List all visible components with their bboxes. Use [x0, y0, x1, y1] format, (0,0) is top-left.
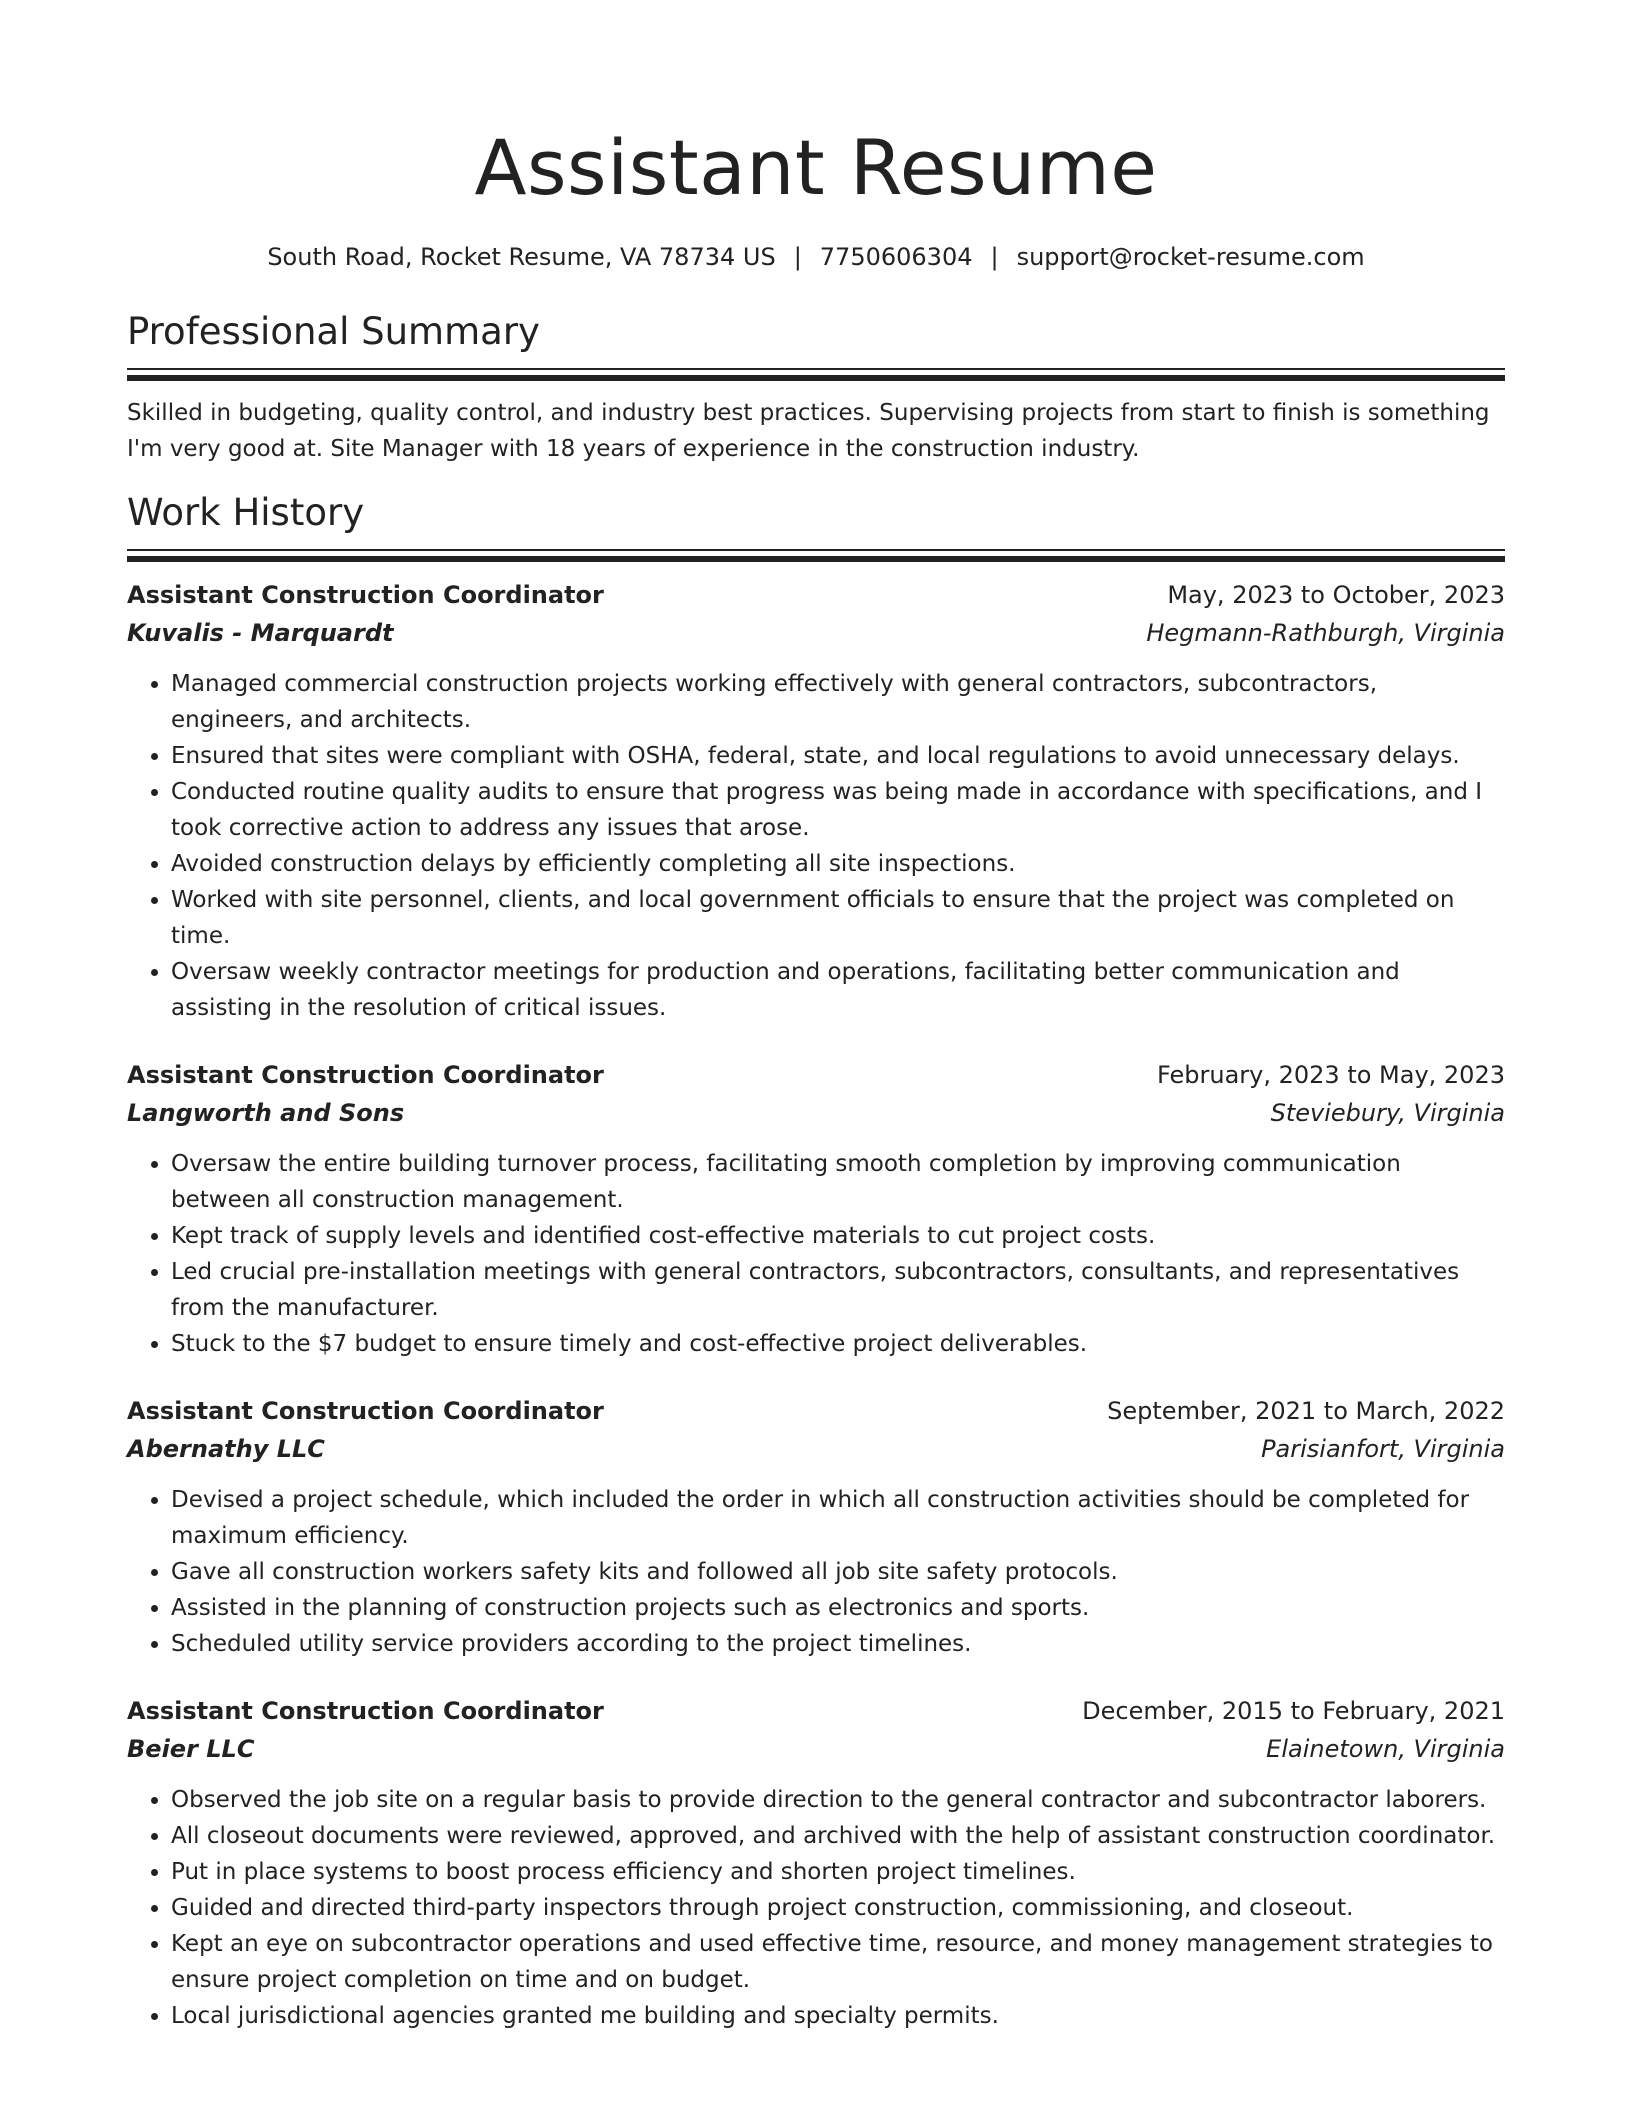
job-bullet: • Oversaw weekly contractor meetings for production and operations, facilitating better communication and assisting in the resolution of critical issues. [171, 954, 1505, 1026]
job-bullet-list [127, 666, 1505, 1026]
job-list [127, 576, 1505, 2034]
job-bullet: • Devised a project schedule, which included the order in which all construction activities should be completed for maximum efficiency. [171, 1482, 1505, 1554]
job-bullet: • All closeout documents were reviewed, approved, and archived with the help of assistant construction coordinator. [171, 1818, 1505, 1854]
contact-line [127, 240, 1505, 274]
section-divider-thick [127, 556, 1505, 562]
section-divider-thick [127, 375, 1505, 381]
job-bullet: • Scheduled utility service providers according to the project timelines. [171, 1626, 1505, 1662]
job-bullet: • Observed the job site on a regular basis to provide direction to the general contractor and subcontractor laborers. [171, 1782, 1505, 1818]
job-dates: September, 2021 to March, 2022 [1107, 1397, 1505, 1425]
summary-text: Skilled in budgeting, quality control, and industry best practices. Supervising projects from start to finish is something I'm very good at. Site Manager with 18 years of experience in the construction industry. [127, 400, 1490, 462]
job-header-row [127, 1056, 1505, 1094]
job-bullet: • Guided and directed third-party inspectors through project construction, commissioning, and closeout. [171, 1890, 1505, 1926]
contact-phone: 7750606304 [819, 243, 973, 271]
job-location: Parisianfort, Virginia [1261, 1435, 1505, 1463]
section-divider-thin [127, 549, 1505, 551]
job-header-row [127, 1392, 1505, 1430]
job-company: Abernathy LLC [127, 1435, 325, 1463]
job-company: Kuvalis - Marquardt [127, 619, 394, 647]
job-subheader-row [127, 1730, 1505, 1768]
contact-address: South Road, Rocket Resume, VA 78734 US [267, 243, 776, 271]
job-subheader-row [127, 614, 1505, 652]
job-bullet: • Avoided construction delays by efficiently completing all site inspections. [171, 846, 1505, 882]
professional-summary-section [127, 308, 1505, 467]
job-bullet: • Put in place systems to boost process efficiency and shorten project timelines. [171, 1854, 1505, 1890]
job-dates: May, 2023 to October, 2023 [1167, 581, 1505, 609]
job-bullet-list [127, 1782, 1505, 2034]
job-dates: February, 2023 to May, 2023 [1157, 1061, 1505, 1089]
job-bullet: • Worked with site personnel, clients, and local government officials to ensure that the project was completed on time. [171, 882, 1505, 954]
job-entry [127, 576, 1505, 1026]
job-header-row [127, 576, 1505, 614]
job-subheader-row [127, 1094, 1505, 1132]
job-entry [127, 1056, 1505, 1362]
job-bullet-list [127, 1146, 1505, 1362]
section-heading: Professional Summary [127, 310, 540, 353]
job-company: Langworth and Sons [127, 1099, 405, 1127]
job-bullet: • Stuck to the $7 budget to ensure timely and cost-effective project deliverables. [171, 1326, 1505, 1362]
job-location: Hegmann-Rathburgh, Virginia [1146, 619, 1505, 647]
job-entry [127, 1692, 1505, 2034]
job-bullet: • Ensured that sites were compliant with OSHA, federal, state, and local regulations to avoid unnecessary delays. [171, 738, 1505, 774]
job-title: Assistant Construction Coordinator [127, 1697, 604, 1725]
job-bullet: • Local jurisdictional agencies granted me building and specialty permits. [171, 1998, 1505, 2034]
job-bullet: • Gave all construction workers safety kits and followed all job site safety protocols. [171, 1554, 1505, 1590]
job-location: Steviebury, Virginia [1270, 1099, 1505, 1127]
job-header-row [127, 1692, 1505, 1730]
job-title: Assistant Construction Coordinator [127, 1061, 604, 1089]
job-dates: December, 2015 to February, 2021 [1082, 1697, 1505, 1725]
contact-separator: | [990, 243, 999, 271]
section-divider-thin [127, 368, 1505, 370]
job-bullet: • Conducted routine quality audits to ensure that progress was being made in accordance with specifications, and I took corrective action to address any issues that arose. [171, 774, 1505, 846]
job-bullet: • Kept track of supply levels and identified cost-effective materials to cut project costs. [171, 1218, 1505, 1254]
contact-email: support@rocket-resume.com [1016, 243, 1365, 271]
section-heading: Work History [127, 491, 365, 534]
job-title: Assistant Construction Coordinator [127, 1397, 604, 1425]
job-bullet-list [127, 1482, 1505, 1662]
job-bullet: • Kept an eye on subcontractor operations and used effective time, resource, and money management strategies to ensure project completion on time and on budget. [171, 1926, 1505, 1998]
job-entry [127, 1392, 1505, 1662]
work-history-section [127, 489, 1505, 2034]
job-company: Beier LLC [127, 1735, 255, 1763]
job-title: Assistant Construction Coordinator [127, 581, 604, 609]
job-bullet: • Oversaw the entire building turnover process, facilitating smooth completion by improving communication between all construction management. [171, 1146, 1505, 1218]
resume-name: Assistant Resume [474, 123, 1158, 212]
job-location: Elainetown, Virginia [1266, 1735, 1505, 1763]
job-subheader-row [127, 1430, 1505, 1468]
job-bullet: • Managed commercial construction projects working effectively with general contractors, subcontractors, engineers, and architects. [171, 666, 1505, 738]
job-bullet: • Led crucial pre-installation meetings with general contractors, subcontractors, consultants, and representatives from the manufacturer. [171, 1254, 1505, 1326]
job-bullet: • Assisted in the planning of construction projects such as electronics and sports. [171, 1590, 1505, 1626]
contact-separator: | [793, 243, 802, 271]
